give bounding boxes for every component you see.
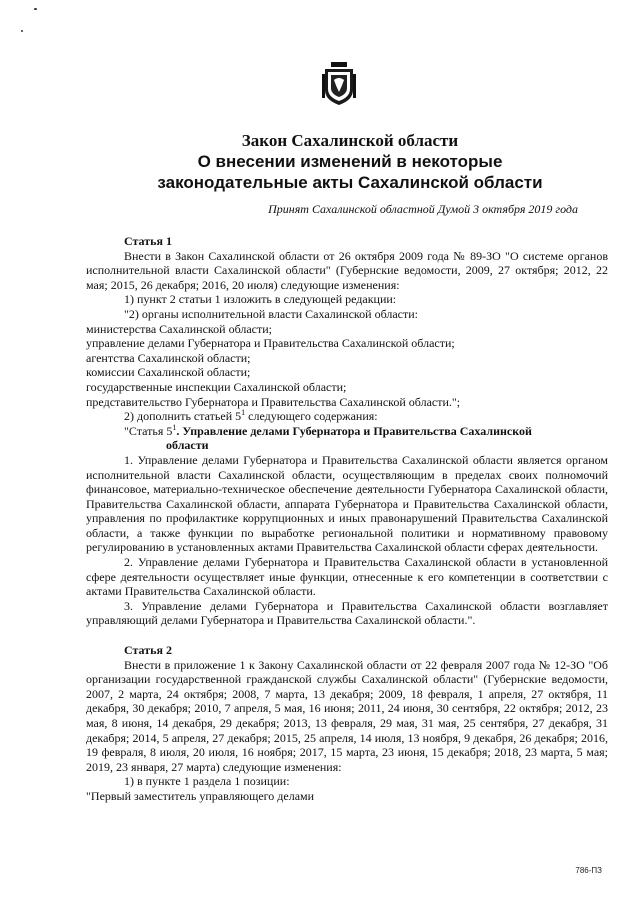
article-2-intro: Внести в приложение 1 к Закону Сахалинской области от 22 февраля 2007 года № 12-ЗО "Об организации государственной гражданской службы Сахалинской области" (Губернские ведомости, 2007, 2 марта, 24 октября; 2008, 7 марта, 13 декабря; 2009, 18 февраля, 1 апреля, 27 октября, 11 декабря, 30 декабря; 2010, 7 апреля, 5 мая, 16 июня; 2011, 24 июня, 30 сентября, 22 октября; 2012, 23 мая, 8 июня, 14 декабря, 29 декабря; 2013, 13 февраля, 29 мая, 31 мая, 25 сентября, 27 декабря, 31 декабря; 2014, 5 апреля, 27 декабря; 2015, 25 апреля, 14 июля, 13 ноября, 9 декабря, 26 декабря; 2016, 19 февраля, 8 июля, 20 июля, 16 ноября; 2017, 15 марта, 23 июня, 15 декабря; 2018, 23 марта, 5 мая; 2019, 23 января, 27 марта) следующие изменения: bbox=[86, 657, 608, 774]
law-title bbox=[120, 130, 580, 193]
article-1-intro: Внести в Закон Сахалинской области от 26 октября 2009 года № 89-ЗО "О системе органов исполнительной власти Сахалинской области" (Губернские ведомости, 2009, 27 октября; 2012, 22 мая; 2015, 26 декабря; 2016, 20 июля) следующие изменения: bbox=[86, 248, 608, 292]
article-5-1-paragraph-3: 3. Управление делами Губернатора и Правительства Сахалинской области возглавляет управляющий делами Губернатора и Правительства Сахалинской области.". bbox=[86, 598, 608, 628]
law-body bbox=[86, 234, 608, 804]
quoted-line: министерства Сахалинской области; bbox=[86, 321, 273, 336]
item-2-text-end: следующего содержания: bbox=[245, 409, 378, 424]
article-5-1-heading bbox=[86, 424, 608, 439]
adoption-note: Принят Сахалинской областной Думой 3 октября 2019 года bbox=[268, 202, 578, 216]
article-1-heading: Статья 1 bbox=[124, 234, 172, 248]
title-line-2: О внесении изменений в некоторые bbox=[197, 152, 503, 171]
document-code: 786-ПЗ bbox=[575, 866, 602, 875]
title-line-3: законодательные акты Сахалинской области bbox=[157, 173, 543, 192]
superscript: 1 bbox=[172, 422, 177, 432]
scan-speck bbox=[34, 8, 37, 10]
article-1-item-2 bbox=[124, 409, 608, 424]
quoted-line: комиссии Сахалинской области; bbox=[86, 365, 251, 380]
quoted-line: государственные инспекции Сахалинской области; bbox=[86, 379, 347, 394]
item-2-text: 2) дополнить статьей 5 bbox=[124, 409, 242, 424]
quoted-line: представительство Губернатора и Правительства Сахалинской области."; bbox=[86, 394, 461, 409]
article-1-item-1: 1) пункт 2 статьи 1 изложить в следующей редакции: bbox=[124, 292, 397, 307]
scan-speck bbox=[21, 30, 23, 32]
title-line-1: Закон Сахалинской области bbox=[241, 131, 459, 150]
quoted-line: "2) органы исполнительной власти Сахалинской области: bbox=[124, 306, 419, 321]
quoted-line: "Первый заместитель управляющего делами bbox=[86, 788, 315, 803]
article-5-1-label: "Статья 5 bbox=[124, 423, 173, 438]
quoted-line: управление делами Губернатора и Правительства Сахалинской области; bbox=[86, 336, 455, 351]
quoted-line: агентства Сахалинской области; bbox=[86, 350, 251, 365]
superscript: 1 bbox=[241, 408, 246, 418]
article-5-1-title-cont: области bbox=[166, 438, 209, 453]
article-5-1-title: . Управление делами Губернатора и Правительства Сахалинской bbox=[176, 423, 532, 438]
article-2-item-1: 1) в пункте 1 раздела 1 позиции: bbox=[124, 774, 290, 789]
article-2-heading: Статья 2 bbox=[124, 643, 172, 658]
article-5-1-paragraph-2: 2. Управление делами Губернатора и Правительства Сахалинской области в установленной сфере деятельности осуществляет иные функции, отнесенные к его компетенции в соответствии с актами Правительства Сахалинской области. bbox=[86, 555, 608, 599]
sakhalin-coat-of-arms-icon bbox=[322, 62, 356, 106]
article-5-1-paragraph-1: 1. Управление делами Губернатора и Правительства Сахалинской области является органом исполнительной власти Сахалинской области, осуществляющим в пределах своих полномочий финансовое, материально-техническое обеспечение деятельности Губернатора Сахалинской области, Правительства Сахалинской области, аппарата Губернатора и Правительства Сахалинской области, управления по профилактике коррупционных и иных правонарушений Правительства Сахалинской области, а также функции по выработке региональной политики и нормативному правовому регулированию в установленных актами Правительства Сахалинской области сферах деятельности. bbox=[86, 452, 608, 555]
